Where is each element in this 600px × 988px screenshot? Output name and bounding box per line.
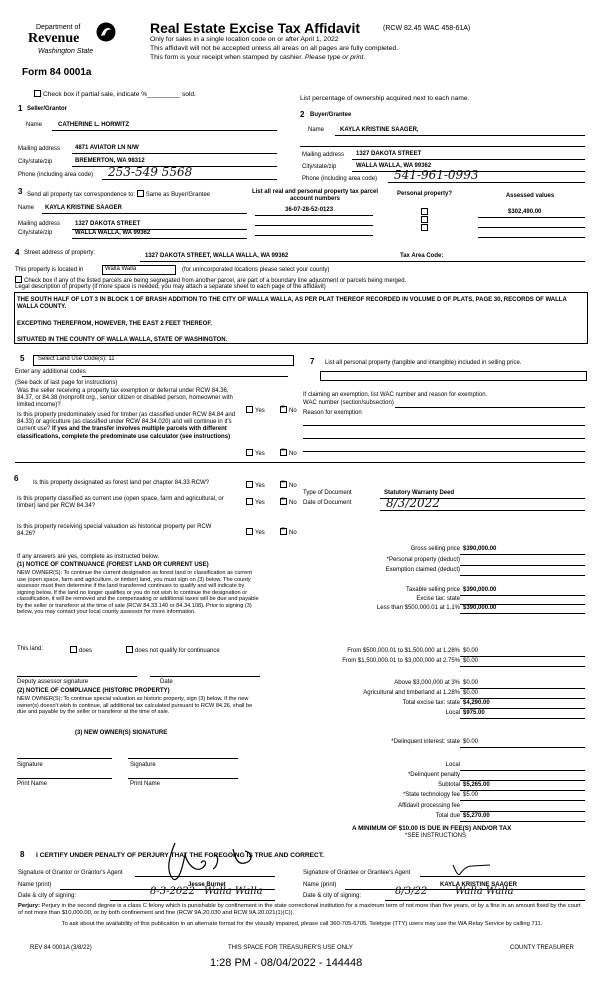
- header-note-3: This form is your receipt when stamped by cashier. Please type or print.: [150, 54, 366, 61]
- treasurer-space: THIS SPACE FOR TREASURER'S USE ONLY: [228, 945, 353, 951]
- wac-number-field[interactable]: [395, 407, 585, 408]
- receipt-stamp: 1:28 PM - 08/04/2022 - 144448: [210, 957, 363, 969]
- form-number: Form 84 0001a: [22, 67, 92, 78]
- correspondence-city[interactable]: WALLA WALLA, WA 99362: [75, 230, 151, 236]
- grantee-sign-city[interactable]: Walla Walla: [455, 886, 514, 897]
- exemption-no[interactable]: × No: [280, 406, 297, 415]
- grantor-print-name[interactable]: Jesse Burnet: [188, 882, 226, 888]
- calc-value[interactable]: $4,290.00: [463, 700, 490, 706]
- form-title: Real Estate Excise Tax Affidavit: [150, 20, 361, 36]
- calc-label: *State technology fee: [402, 792, 460, 798]
- timber-yes[interactable]: Yes: [246, 449, 265, 458]
- header-note-2: This affidavit will not be accepted unless all areas on all pages are fully completed.: [150, 45, 399, 52]
- section-3-number: 3: [18, 187, 23, 196]
- section-6-number: 6: [14, 474, 19, 483]
- segregation-checkbox[interactable]: Check box if any of the listed parcels are being segregated from another parcel, are part of a boundary line adjustment or parcels being merged.: [15, 276, 406, 285]
- personal-property-header: Personal property?: [397, 191, 453, 197]
- historic-question: Is this property receiving special valuation as historical property per RCW 84.26?: [17, 524, 212, 538]
- current-use-question: Is this property classified as current use (open space, farm and agricultural, or timber) land per RCW 84.34?: [17, 496, 224, 510]
- forest-yes[interactable]: Yes: [246, 481, 265, 490]
- document-date[interactable]: 8/3/2022: [386, 496, 440, 510]
- parcel-number[interactable]: 36-07-28-52-0123: [285, 207, 334, 213]
- dor-logo: Department of Revenue Washington State: [28, 20, 118, 64]
- section-3-label: Send all property tax correspondence to: Same as Buyer/Grantee: [27, 192, 211, 198]
- seller-mailing-address[interactable]: 4871 AVIATOR LN N/W: [75, 145, 139, 151]
- calc-label: Taxable selling price: [405, 587, 460, 593]
- document-type[interactable]: Statutory Warranty Deed: [384, 490, 455, 496]
- grantee-signature[interactable]: [450, 860, 500, 880]
- calc-value[interactable]: $390,000.00: [463, 587, 497, 593]
- timber-no[interactable]: × No: [280, 449, 297, 458]
- location-select[interactable]: Walla Walla: [102, 265, 176, 275]
- correspondence-name[interactable]: KAYLA KRISTINE SAAGER: [45, 205, 122, 211]
- calc-label: From $500,000.01 to $1,500,000 at 1.28%: [347, 648, 460, 654]
- historic-no[interactable]: × No: [280, 528, 297, 537]
- calc-value[interactable]: $390,000.00: [463, 605, 497, 611]
- seller-name[interactable]: CATHERINE L. HORWITZ: [58, 122, 130, 128]
- calc-label: Subtotal: [437, 782, 460, 788]
- perjury-note: Perjury: Perjury in the second degree is a class C felony which is punishable by confinement in the state correctional institution for a maximum term of not more than five years, or by a fine in an amount fixed by the court of not more than $10,000.00, or by both confinement and fine (RCW 9A.20.030 and RCW 9A.20.021(1)(C)).: [18, 903, 581, 916]
- calc-label: From $1,500,000.01 to $3,000,000 at 2.75%: [342, 658, 460, 664]
- grantee-sign-date[interactable]: 8/3/22: [395, 886, 428, 897]
- seller-phone[interactable]: 253-549 5568: [108, 165, 193, 179]
- calc-label: Less than $500,000.01 at 1.1%: [376, 605, 460, 611]
- calc-label: Above $3,000,000 at 3%: [394, 680, 460, 686]
- exemption-question: Was the seller receiving a property tax exemption or deferral under RCW 84.36, 84.37, or 84.38 (nonprofit org., senior citizen or disabled person, homeowner with limited income)?: [17, 388, 233, 409]
- tax-area-code[interactable]: Tax Area Code:: [400, 253, 444, 259]
- calc-label: Total excise tax: state: [402, 700, 460, 706]
- calc-label: Agricultural and timberland at 1.28%: [363, 690, 460, 696]
- notice-continuance: NEW OWNER(S): To continue the current designation as forest land or classification as current use (open space, farm and agriculture, or timber) land, you must sign on (3) below. The county assessor must then determine if the land transferred continues to qualify and will indicate by signing below. If the land no longer qualifies or you do not wish to continue the designation or classification, it will be removed and the compensating or additional taxes will be due and payable by the seller or transferor at the time of sale (RCW 84.33.140 or 84.34.108). Prior to signing (3) below, you may contact your local county assessor for more information.: [17, 570, 259, 616]
- section-2-number: 2: [300, 110, 305, 119]
- calc-value[interactable]: $0.00: [463, 658, 479, 664]
- forest-no[interactable]: × No: [280, 481, 297, 490]
- section-7-number: 7: [310, 357, 315, 366]
- calc-value[interactable]: $5.00: [463, 792, 479, 798]
- current-use-yes[interactable]: Yes: [246, 498, 265, 507]
- dor-logo-mark-icon: [96, 22, 116, 42]
- grantor-signature[interactable]: [145, 835, 270, 885]
- form-statute: (RCW 82.45 WAC 458-61A): [383, 25, 471, 32]
- grantor-sign-city[interactable]: Walla Walla: [204, 886, 263, 897]
- calc-label: Total due: [435, 813, 460, 819]
- land-does-not-checkbox[interactable]: does not qualify for continuance: [126, 646, 220, 655]
- section-4-number: 4: [15, 248, 20, 257]
- land-does-checkbox[interactable]: does: [70, 646, 92, 655]
- calc-label: *Delinquent interest: state: [391, 739, 460, 745]
- same-as-buyer-checkbox[interactable]: [137, 190, 144, 197]
- buyer-name[interactable]: KAYLA KRISTINE SAAGER,: [340, 127, 419, 133]
- personal-property-field[interactable]: [320, 371, 587, 381]
- forest-question: Is this property designated as forest land per chapter 84.33 RCW?: [33, 480, 210, 486]
- calc-value[interactable]: $390,000.00: [463, 546, 497, 552]
- buyer-city[interactable]: WALLA WALLA, WA 99362: [356, 163, 432, 169]
- calc-label: Affidavit processing fee: [398, 803, 460, 809]
- calc-label: *Delinquent penalty: [407, 772, 460, 778]
- calc-label: Excise tax: state: [416, 596, 460, 602]
- parcel-header: List all real and personal property tax parcel account numbers: [251, 189, 379, 203]
- county-treasurer: COUNTY TREASURER: [510, 945, 574, 951]
- timber-question: Is this property predominately used for timber (as classified under RCW 84.84 and 84.33) or agriculture (as classified under RCW 84.34.020) and will continue in it's current use? If yes and the transfer involves multiple parcels with different classifications, complete the predominate use calculator (see instructions): [17, 412, 236, 440]
- ownership-note: List percentage of ownership acquired next to each name.: [300, 95, 470, 102]
- section-5-number: 5: [20, 354, 25, 363]
- notice-compliance: NEW OWNER(S): To continue special valuation as historic property, sign (3) below. If the new owner(s) doesn't wish to continue, all additional tax calculated pursuant to RCW 84.26, shall be due and payable by the seller or transferor at the time of sale.: [17, 696, 253, 716]
- form-revision: REV 84 0001A (3/8/22): [30, 945, 92, 951]
- historic-yes[interactable]: Yes: [246, 528, 265, 537]
- grantor-sign-date[interactable]: 8-3-2022: [150, 886, 195, 897]
- buyer-phone[interactable]: 541-961-0993: [394, 168, 479, 182]
- calc-value[interactable]: $0.00: [463, 739, 479, 745]
- assessed-values-header: Assessed values: [505, 193, 555, 199]
- property-address[interactable]: 1327 DAKOTA STREET, WALLA WALLA, WA 99362: [145, 253, 289, 259]
- calc-value[interactable]: $0.00: [463, 680, 479, 686]
- relay-note: To ask about the availability of this publication in an alternate format for the visually impaired, please call 360-705-6705. Teletype (TTY) users may use the WA Relay Service by calling 711.: [61, 921, 543, 927]
- section-1-number: 1: [18, 104, 23, 113]
- legal-description-3[interactable]: SITUATED IN THE COUNTY OF WALLA WALLA, STATE OF WASHINGTON.: [17, 337, 228, 343]
- correspondence-address[interactable]: 1327 DAKOTA STREET: [75, 221, 141, 227]
- minimum-fee-note: A MINIMUM OF $10.00 IS DUE IN FEE(S) AND/OR TAX: [352, 825, 512, 832]
- section-2-title: Buyer/Grantee: [310, 112, 352, 118]
- calc-value[interactable]: $5,270.00: [463, 813, 490, 819]
- calc-label: *Personal property (deduct): [386, 557, 460, 563]
- section-8-number: 8: [20, 850, 25, 859]
- calc-label: Exemption claimed (deduct): [385, 567, 460, 573]
- exemption-yes[interactable]: Yes: [246, 406, 265, 415]
- land-use-code-select[interactable]: Select Land Use Code(s): 11: [33, 355, 294, 366]
- seller-city[interactable]: BREMERTON, WA 98312: [75, 158, 145, 164]
- calc-value[interactable]: $975.00: [463, 710, 485, 716]
- calc-value[interactable]: $5,265.00: [463, 782, 490, 788]
- grantee-print-name[interactable]: KAYLA KRISTINE SAAGER: [440, 882, 517, 888]
- certification: I CERTIFY UNDER PENALTY OF PERJURY THAT THE FOREGOING IS TRUE AND CORRECT.: [36, 852, 324, 859]
- calc-value[interactable]: $0.00: [463, 648, 479, 654]
- assessed-value[interactable]: $302,490.00: [508, 209, 542, 215]
- section-1-title: Seller/Grantor: [27, 106, 68, 112]
- calc-value[interactable]: $0.00: [463, 690, 479, 696]
- personal-property-checkbox[interactable]: [421, 224, 430, 233]
- legal-description-1[interactable]: THE SOUTH HALF OF LOT 3 IN BLOCK 1 OF BRASH ADDITION TO THE CITY OF WALLA WALLA, AS PER PLAT THEREOF RECORDED IN VOLUME D OF PLATS, PAGE 30, RECORDS OF WALLA WALLA COUNTY.: [17, 297, 567, 311]
- partial-sale-checkbox[interactable]: Check box if partial sale, indicate %_________ sold.: [34, 90, 196, 99]
- calc-label: Local: [445, 710, 460, 716]
- current-use-no[interactable]: × No: [280, 498, 297, 507]
- header-note-1: Only for sales in a single location code on or after April 1, 2022: [150, 36, 339, 43]
- legal-description-2[interactable]: EXCEPTING THEREFROM, HOWEVER, THE EAST 2 FEET THEREOF.: [17, 321, 213, 327]
- buyer-mailing-address[interactable]: 1327 DAKOTA STREET: [356, 151, 422, 157]
- calc-label: Gross selling price: [410, 546, 460, 552]
- calc-label: Local: [445, 762, 460, 768]
